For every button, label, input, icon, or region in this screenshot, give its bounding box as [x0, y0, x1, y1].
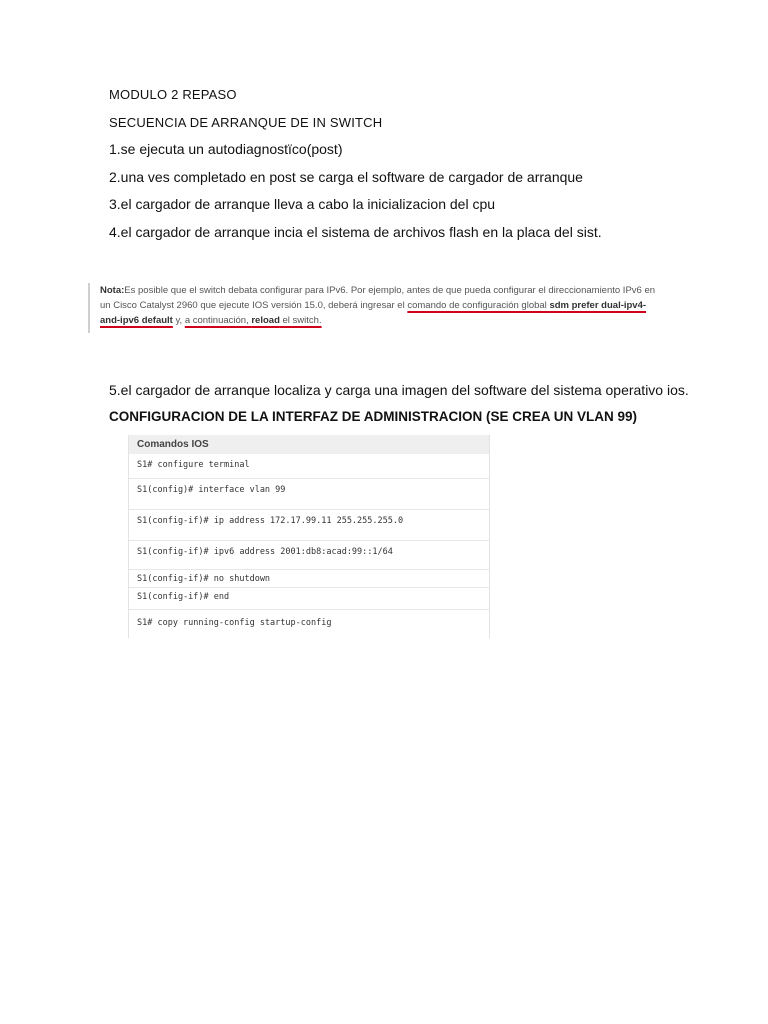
config-heading: CONFIGURACION DE LA INTERFAZ DE ADMINISTRACION (SE CREA UN VLAN 99) — [109, 409, 638, 424]
command-text: S1(config)# interface vlan 99 — [137, 485, 286, 495]
command-text: S1(config-if)# ip address 172.17.99.11 255.255.255.0 — [137, 516, 404, 526]
section-subtitle: SECUENCIA DE ARRANQUE DE IN SWITCH — [109, 115, 383, 130]
step-4: 4.el cargador de arranque incia el sistema de archivos flash en la placa del sist. — [109, 224, 602, 240]
command-text: S1(config-if)# no shutdown — [137, 574, 271, 584]
step-5: 5.el cargador de arranque localiza y carga una imagen del software del sistema operativo ios. — [109, 382, 689, 398]
ios-commands-table — [128, 435, 490, 638]
command-text: S1# copy running-config startup-config — [137, 618, 332, 628]
command-text: S1# configure terminal — [137, 460, 250, 470]
step-3: 3.el cargador de arranque lleva a cabo la inicializacion del cpu — [109, 196, 496, 212]
table-header: Comandos IOS — [129, 435, 489, 454]
table-row — [129, 610, 489, 638]
note-text-2: y, — [172, 315, 185, 326]
document-title: MODULO 2 REPASO — [109, 87, 237, 102]
table-row — [129, 570, 489, 588]
step-1: 1.se ejecuta un autodiagnostïco(post) — [109, 141, 343, 157]
step-2: 2.una ves completado en post se carga el software de cargador de arranque — [109, 169, 583, 185]
table-row — [129, 454, 489, 479]
note-label: Nota: — [100, 285, 125, 296]
note-text-1: Es posible que el switch debata configurar para IPv6. Por ejemplo, antes de que pueda configurar el direccionamiento IPv6 en un Cisco Catalyst 2960 que ejecute IOS versión 15.0, deberá ingresar el — [100, 285, 656, 311]
table-row — [129, 588, 489, 610]
command-text: S1(config-if)# end — [137, 592, 230, 602]
note-box — [88, 283, 660, 333]
note-reload: reload — [251, 315, 280, 326]
note-underlined-phrase: comando de configuración global — [407, 300, 550, 311]
command-text: S1(config-if)# ipv6 address 2001:db8:acad:99::1/64 — [137, 547, 393, 557]
table-row — [129, 479, 489, 510]
note-command: sdm prefer dual-ipv4-and-ipv6 default — [100, 300, 647, 326]
table-row — [129, 510, 489, 541]
note-text-4: el switch. — [279, 315, 322, 326]
note-text-3: a continuación, — [184, 315, 252, 326]
table-row — [129, 541, 489, 570]
